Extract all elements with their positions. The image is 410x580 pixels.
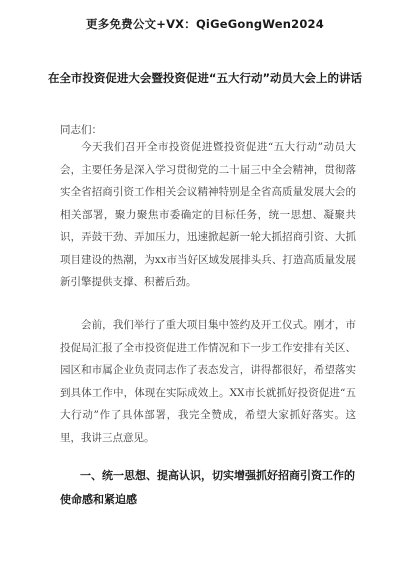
section-heading-1: 一、统一思想、提高认识，切实增强抓好招商引资工作的使命感和紧迫感 [60, 469, 355, 506]
body-paragraph-2: 会前，我们举行了重大项目集中签约及开工仪式。刚才，市投促局汇报了全市投资促进工作情况和下一步工作安排有关区、园区和市属企业负责同志作了表态发言，讲得都很好，希望落实到具体工作中，体现在实际成效上。XX市长就抓好投资促进“五大行动”作了具体部署，我完全赞成，希望大家抓好落实。这里，我讲三点意见。 [60, 319, 356, 444]
salutation: 同志们： [60, 124, 102, 136]
document-title: 在全市投资促进大会暨投资促进“五大行动”动员大会上的讲话 [47, 71, 363, 85]
body-paragraph-1: 今天我们召开全市投资促进暨投资促进“五大行动”动员大会，主要任务是深入学习贯彻党的二十届三中全会精神，贯彻落实全省招商引资工作相关会议精神特别是全省高质量发展大会的相关部署，聚力聚焦市委确定的目标任务，统一思想、凝聚共识，弄鼓干劲、弄加压力，迅速掀起新一轮大抓招商引资、大抓项目建设的热潮，为xx市当好区域发展排头兵、打造高质量发展新引擎提供支撑、积蓄后劲。 [60, 141, 356, 288]
header-banner: 更多免费公文+VX：QiGeGongWen2024 [86, 17, 324, 31]
